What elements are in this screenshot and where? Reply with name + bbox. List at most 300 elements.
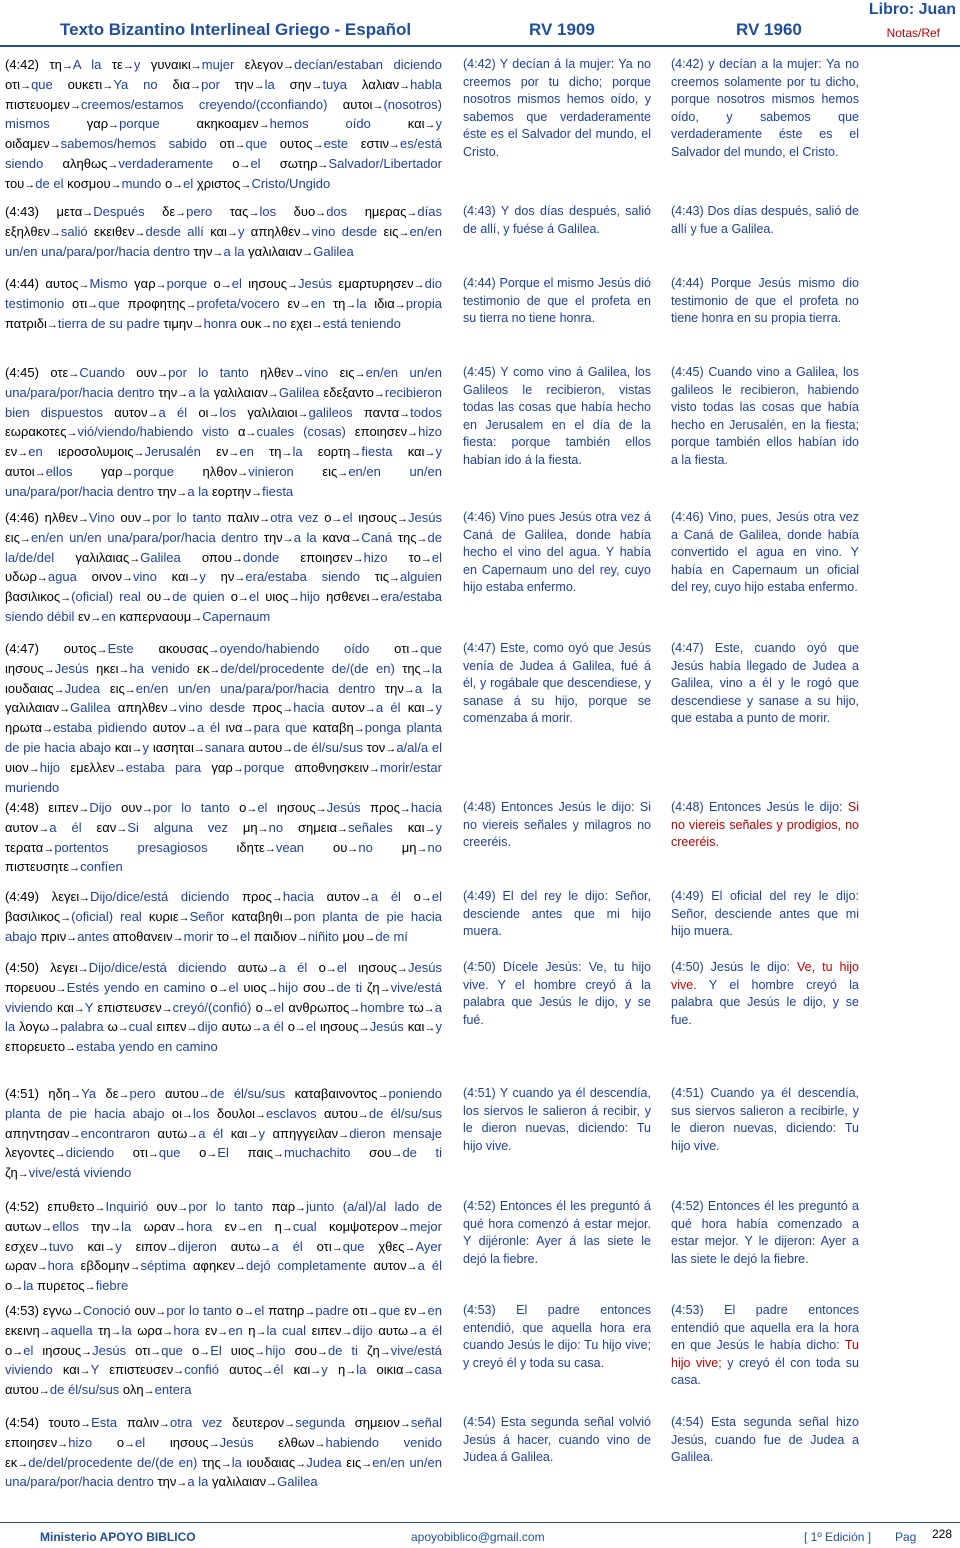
spanish-gloss: es/está siendo <box>5 136 442 171</box>
word-pair <box>241 316 287 331</box>
header-divider <box>0 45 960 47</box>
spanish-gloss: fiebre <box>95 1278 129 1294</box>
spanish-gloss: señal <box>410 1415 442 1430</box>
spanish-gloss: la <box>23 1278 34 1294</box>
spanish-gloss: honra <box>203 315 237 331</box>
word-pair <box>5 1435 92 1450</box>
interlinear-text <box>5 1198 442 1297</box>
translation-rv1960 <box>671 959 859 1029</box>
word-pair <box>327 889 401 904</box>
greek-word: υιος <box>243 979 267 995</box>
greek-word: εαν <box>96 819 117 835</box>
arrow-right-icon: → <box>315 207 327 219</box>
greek-word: ηλθεν <box>44 510 78 525</box>
translation-rv1909 <box>463 509 651 597</box>
spanish-gloss: vive/está viviendo <box>5 1342 442 1378</box>
word-pair <box>194 244 245 259</box>
word-pair <box>231 1126 265 1141</box>
spanish-gloss: Jerusalén <box>144 444 201 460</box>
greek-word: και <box>407 819 425 835</box>
greek-word: ημερας <box>364 204 407 219</box>
spanish-gloss: señales <box>347 819 393 835</box>
word-pair <box>212 1474 318 1489</box>
word-pair <box>202 1455 242 1470</box>
arrow-right-icon: → <box>90 611 102 624</box>
spanish-gloss: profeta/vocero <box>196 295 280 311</box>
word-pair <box>5 700 111 715</box>
spanish-gloss: decían/estaban diciendo <box>294 57 442 72</box>
spanish-gloss: a la <box>187 1474 209 1490</box>
word-pair <box>40 929 109 944</box>
arrow-right-icon: → <box>281 447 293 460</box>
spanish-gloss: morir <box>183 928 214 944</box>
word-pair <box>172 77 219 92</box>
footer-page-label: Pag <box>895 1530 917 1544</box>
spanish-gloss: el <box>431 889 442 904</box>
spanish-gloss: el <box>431 549 442 565</box>
spanish-gloss: a él <box>198 1125 224 1141</box>
spanish-gloss: alguien <box>400 569 442 585</box>
spanish-gloss: este <box>323 136 349 152</box>
greek-word: σου <box>294 1342 317 1358</box>
greek-word: υιος <box>265 589 289 605</box>
word-pair <box>5 464 72 479</box>
word-pair <box>333 840 373 855</box>
greek-word: το <box>216 928 230 944</box>
arrow-right-icon: → <box>234 572 246 585</box>
word-pair <box>5 720 147 735</box>
greek-word: ου <box>333 839 348 855</box>
arrow-right-icon: → <box>234 1261 246 1274</box>
word-pair <box>214 385 320 400</box>
word-pair <box>192 1343 222 1358</box>
spanish-gloss: el <box>342 510 353 525</box>
arrow-right-icon: → <box>354 368 366 380</box>
verse-ref: (4:47) <box>5 641 39 656</box>
spanish-gloss: Si alguna vez <box>127 819 228 835</box>
spanish-gloss: ellos <box>45 463 73 479</box>
arrow-right-icon: → <box>259 513 271 525</box>
greek-word: οι <box>198 404 209 420</box>
arrow-right-icon: → <box>199 1345 211 1358</box>
word-pair <box>96 661 190 676</box>
word-pair <box>242 889 314 904</box>
translation-segment: (4:54) Esta segunda señal volvió Jesús á hacer, cuando vino de Judea á Galilea. <box>463 1415 651 1465</box>
spanish-gloss: vinieron <box>248 463 294 479</box>
spanish-gloss: El <box>217 1145 229 1161</box>
arrow-right-icon: → <box>273 1148 284 1161</box>
greek-word: τη <box>332 295 346 311</box>
arrow-right-icon: → <box>336 822 348 835</box>
spanish-gloss: mejor <box>409 1218 442 1234</box>
spanish-gloss: cual <box>292 1218 317 1234</box>
greek-word: εις <box>5 529 20 545</box>
arrow-right-icon: → <box>147 1148 159 1161</box>
greek-word: παντα <box>363 404 400 420</box>
word-pair <box>52 889 230 904</box>
word-pair <box>319 960 347 975</box>
spanish-gloss: por lo tanto <box>188 1199 264 1214</box>
greek-word: σημειον <box>354 1415 400 1430</box>
greek-word: πατριδι <box>5 315 47 331</box>
greek-word: ακηκοαμεν <box>196 116 259 132</box>
greek-word: οτε <box>50 365 69 380</box>
spanish-gloss: vino <box>304 365 329 380</box>
translation-segment: (4:51) Y cuando ya él descendía, los siervos le salieron á recibir, y le dieron nuevas, diciendo: Tu hijo vive. <box>463 1086 651 1153</box>
spanish-gloss: a la <box>5 999 442 1035</box>
word-pair <box>287 296 325 311</box>
arrow-right-icon: → <box>118 1089 130 1101</box>
arrow-right-icon: → <box>364 703 376 716</box>
arrow-right-icon: → <box>424 447 436 460</box>
word-pair <box>5 1455 197 1470</box>
spanish-gloss: hora <box>186 1218 213 1234</box>
word-pair <box>232 1415 345 1430</box>
word-pair <box>62 156 213 171</box>
arrow-right-icon: → <box>331 1241 343 1254</box>
word-pair <box>5 1145 114 1160</box>
translation-segment: (4:42) y decían a la mujer: Ya no creemos solamente por tu dicho, porque nosotros mismos hemos oído, y sabemos que verdaderamente éste es el Salvador del mundo, el Cristo. <box>671 57 859 159</box>
arrow-right-icon: → <box>297 407 309 420</box>
spanish-gloss: donde <box>243 549 280 565</box>
arrow-right-icon: → <box>407 427 419 440</box>
greek-word: ιασηται <box>152 739 194 755</box>
word-pair <box>408 820 442 835</box>
arrow-right-icon: → <box>295 1457 307 1470</box>
arrow-right-icon: → <box>116 822 128 835</box>
greek-word: ουν <box>120 510 142 525</box>
arrow-right-icon: → <box>245 427 257 440</box>
arrow-right-icon: → <box>55 982 67 995</box>
interlinear-text <box>5 640 442 796</box>
arrow-right-icon: → <box>310 1365 322 1378</box>
greek-word: ειπεν <box>156 1019 187 1035</box>
greek-word: εορτην <box>211 483 252 499</box>
spanish-gloss: Mismo <box>89 276 128 291</box>
arrow-right-icon: → <box>372 99 384 112</box>
arrow-right-icon: → <box>350 532 362 545</box>
greek-word: βασιλικος <box>5 908 61 924</box>
spanish-gloss: Galilea <box>313 243 354 259</box>
arrow-right-icon: → <box>73 1002 85 1015</box>
arrow-right-icon: → <box>287 279 299 291</box>
greek-word: ουν <box>134 1303 156 1318</box>
spanish-gloss: a/al/a el <box>396 739 443 755</box>
greek-word: και <box>407 116 425 132</box>
spanish-gloss: hijo <box>299 589 320 605</box>
greek-word: την <box>157 483 177 499</box>
spanish-gloss: Jesús <box>54 660 89 676</box>
word-pair <box>355 1415 442 1430</box>
arrow-right-icon: → <box>104 1241 116 1254</box>
greek-word: τη <box>49 57 62 72</box>
word-pair <box>45 276 127 291</box>
greek-word: καταβαινοντος <box>294 1086 378 1101</box>
greek-word: εσχεν <box>5 1238 38 1254</box>
greek-word: προφητης <box>127 295 186 311</box>
arrow-right-icon: → <box>352 552 364 565</box>
translation-rv1960 <box>671 203 859 238</box>
spanish-gloss: hora <box>173 1322 200 1338</box>
word-pair <box>98 1000 252 1015</box>
greek-word: χριστος <box>196 175 241 191</box>
translation-rv1960 <box>671 509 859 597</box>
arrow-right-icon: → <box>41 1221 53 1234</box>
arrow-right-icon: → <box>36 572 48 585</box>
arrow-right-icon: → <box>288 592 300 605</box>
greek-word: δευτερον <box>231 1415 285 1430</box>
word-pair <box>408 700 442 715</box>
arrow-right-icon: → <box>118 663 130 676</box>
spanish-gloss: el <box>23 1342 34 1358</box>
spanish-gloss: el <box>336 960 347 975</box>
spanish-gloss: portentos presagiosos <box>54 839 208 855</box>
arrow-right-icon: → <box>282 703 294 716</box>
greek-word: υιον <box>5 759 29 775</box>
greek-word: ο <box>5 1278 13 1294</box>
arrow-right-icon: → <box>84 1281 96 1294</box>
arrow-right-icon: → <box>364 931 376 944</box>
translation-segment: (4:53) El padre entonces entendió, que aquella hora era cuando Jesús le dijo: Tu hijo vive; y creyó él y toda su casa. <box>463 1303 651 1370</box>
spanish-gloss: y <box>321 1362 328 1378</box>
arrow-right-icon: → <box>19 532 31 545</box>
word-pair <box>254 929 339 944</box>
spanish-gloss: de el <box>35 175 64 191</box>
greek-word: πορευου <box>5 979 56 995</box>
greek-word: μη <box>242 819 258 835</box>
word-pair <box>123 1382 192 1397</box>
arrow-right-icon: → <box>176 1477 188 1490</box>
arrow-right-icon: → <box>96 644 108 656</box>
spanish-gloss: el <box>240 928 251 944</box>
word-pair <box>5 1258 74 1273</box>
spanish-gloss: hizo <box>418 424 442 440</box>
greek-word: εις <box>109 680 125 696</box>
word-pair <box>256 1000 284 1015</box>
translation-rv1909 <box>463 799 651 852</box>
word-pair <box>165 176 193 191</box>
arrow-right-icon: → <box>157 368 169 380</box>
greek-word: ο <box>230 589 238 605</box>
greek-word: αυτον <box>114 404 148 420</box>
greek-word: λαλιαν <box>361 76 400 92</box>
word-pair <box>5 859 123 874</box>
spanish-gloss: porque <box>166 276 208 291</box>
spanish-gloss: Cristo/Ungido <box>251 175 331 191</box>
word-pair <box>364 405 442 420</box>
arrow-right-icon: → <box>359 892 371 904</box>
word-pair <box>147 589 225 604</box>
greek-word: την <box>263 529 283 545</box>
arrow-right-icon: → <box>217 982 229 995</box>
word-pair <box>409 550 442 565</box>
arrow-right-icon: → <box>124 1437 136 1450</box>
spanish-gloss: mujer <box>201 57 235 72</box>
translation-segment: (4:45) Cuando vino a Galilea, los galileos le recibieron, habiendo visto todas las cosas que había hecho en Jerusalén, en la fiesta; porque también ellos habían ido a la fiesta. <box>671 365 859 467</box>
greek-word: ηδη <box>48 1086 71 1101</box>
greek-word: την <box>385 680 404 696</box>
arrow-right-icon: → <box>65 1042 77 1055</box>
spanish-gloss: a él <box>271 1238 303 1254</box>
word-pair <box>105 1086 155 1101</box>
word-pair <box>202 550 279 565</box>
arrow-right-icon: → <box>80 1418 92 1430</box>
spanish-gloss: que <box>378 1303 401 1318</box>
spanish-gloss: el <box>250 155 261 171</box>
greek-word: το <box>408 549 421 565</box>
arrow-right-icon: → <box>242 723 254 736</box>
translation-segment: (4:50) Jesús le dijo: <box>671 960 798 974</box>
column-heading-rv1909: RV 1909 <box>529 20 595 39</box>
greek-word: ειπεν <box>48 800 79 815</box>
greek-word: εκειθεν <box>93 223 135 239</box>
spanish-gloss: Dijo/dice/está diciendo <box>90 889 230 904</box>
greek-word: ο <box>413 889 421 904</box>
greek-word: πριν <box>40 928 67 944</box>
word-pair <box>121 800 230 815</box>
word-pair <box>227 510 319 525</box>
greek-word: χθες <box>378 1238 405 1254</box>
word-pair <box>72 296 120 311</box>
arrow-right-icon: → <box>38 822 50 835</box>
spanish-gloss: de él/su/sus <box>49 1382 120 1398</box>
translation-segment: (4:46) Vino, pues, Jesús otra vez a Caná de Galilea, donde había convertido el agua en vino. Y había en Capernaum un oficial del rey, cuyo hijo estaba enfermo. <box>671 510 859 595</box>
spanish-gloss: Vino <box>88 510 115 525</box>
word-pair <box>375 569 442 584</box>
word-pair <box>358 960 442 975</box>
greek-word: εν <box>5 444 18 460</box>
greek-word: τουτο <box>48 1415 81 1430</box>
greek-word: αληθως <box>62 155 108 171</box>
word-pair <box>243 820 283 835</box>
word-pair <box>170 1435 254 1450</box>
interlinear-text <box>5 799 442 878</box>
translation-rv1960 <box>671 1198 859 1268</box>
arrow-right-icon: → <box>39 1325 51 1338</box>
arrow-right-icon: → <box>57 1437 69 1450</box>
arrow-right-icon: → <box>34 466 46 479</box>
greek-word: ιεροσολυμοις <box>57 444 134 460</box>
arrow-right-icon: → <box>71 1306 83 1318</box>
spanish-gloss: Cuando <box>79 365 125 380</box>
arrow-right-icon: → <box>404 1241 416 1254</box>
greek-word: ζη <box>366 979 380 995</box>
greek-word: οτι <box>219 136 235 152</box>
arrow-right-icon: → <box>416 842 428 855</box>
spanish-gloss: de ti <box>336 979 363 995</box>
word-pair <box>248 1323 306 1338</box>
arrow-right-icon: → <box>267 963 279 975</box>
translation-segment: (4:53) El padre entonces entendió que aquella era la hora en que Jesús le había dicho: <box>671 1303 859 1353</box>
greek-word: τις <box>374 569 390 585</box>
footer-email[interactable]: apoyobiblico@gmail.com <box>411 1530 545 1544</box>
greek-word: εκ <box>197 660 210 676</box>
spanish-gloss: no <box>427 839 442 855</box>
greek-word: απηντησαν <box>5 1125 70 1141</box>
arrow-right-icon: → <box>20 79 32 92</box>
arrow-right-icon: → <box>403 1365 415 1378</box>
greek-word: αυτον <box>373 1258 407 1274</box>
greek-word: ουτος <box>63 641 97 656</box>
arrow-right-icon: → <box>424 822 436 835</box>
greek-word: ω <box>107 1019 118 1035</box>
spanish-gloss: por lo tanto <box>168 365 249 380</box>
word-pair <box>353 1303 401 1318</box>
translation-segment: (4:44) Porque el mismo Jesús dió testimonio de que el profeta en su tierra no tiene honra. <box>463 276 651 326</box>
arrow-right-icon: → <box>398 1221 410 1234</box>
arrow-right-icon: → <box>391 1148 403 1161</box>
arrow-right-icon: → <box>110 1221 122 1234</box>
verse-ref: (4:51) <box>5 1086 39 1101</box>
greek-word: καταβηθι <box>231 908 283 924</box>
arrow-right-icon: → <box>315 803 327 815</box>
word-pair <box>248 276 332 291</box>
translation-segment: (4:52) Entonces él les preguntó a qué hora había comenzado a estar mejor. Y le dijeron: Ayer a las siete le dejó la fiebre. <box>671 1199 859 1266</box>
word-pair <box>394 641 442 656</box>
arrow-right-icon: → <box>177 387 189 400</box>
greek-word: απηλθεν <box>117 700 168 716</box>
spanish-gloss: estaba para <box>125 759 202 775</box>
arrow-right-icon: → <box>253 79 265 92</box>
word-pair <box>48 1086 96 1101</box>
translation-segment: (4:43) Dos días después, salió de allí y fue a Galilea. <box>671 204 859 236</box>
arrow-right-icon: → <box>367 1306 379 1318</box>
word-pair <box>365 204 442 219</box>
translation-segment: (4:43) Y dos días después, salió de allí, y fuése á Galilea. <box>463 204 651 236</box>
arrow-right-icon: → <box>172 178 184 191</box>
word-pair <box>408 1019 442 1034</box>
greek-word: ουτος <box>279 136 313 152</box>
greek-word: ολη <box>122 1382 144 1398</box>
word-pair <box>217 929 250 944</box>
arrow-right-icon: → <box>416 532 428 545</box>
spanish-gloss: los <box>219 404 237 420</box>
spanish-gloss: hacia <box>293 700 325 716</box>
spanish-gloss: y <box>258 1125 265 1141</box>
arrow-right-icon: → <box>69 862 81 875</box>
greek-word: καταβη <box>312 720 354 736</box>
spanish-gloss: ellos <box>52 1218 79 1234</box>
spanish-gloss: de/del/procedente de/(de en) <box>28 1454 198 1470</box>
greek-word: ελθων <box>278 1434 315 1450</box>
greek-word: τε <box>111 57 123 72</box>
word-pair <box>236 1303 264 1318</box>
arrow-right-icon: → <box>271 892 283 904</box>
word-pair <box>358 510 442 525</box>
arrow-right-icon: → <box>155 279 167 291</box>
spanish-gloss: y <box>435 116 442 132</box>
arrow-right-icon: → <box>161 592 173 605</box>
greek-word: ηλθον <box>202 463 238 479</box>
word-pair <box>5 589 141 604</box>
greek-word: αυτου <box>323 1105 358 1121</box>
word-pair <box>5 1278 33 1293</box>
word-pair <box>268 1303 348 1318</box>
arrow-right-icon: → <box>331 513 343 525</box>
arrow-right-icon: → <box>403 683 415 696</box>
translation-segment: (4:52) Entonces él les preguntó á qué hora comenzó á estar mejor. Y dijéronle: Ayer á las siete le dejó la fiebre. <box>463 1199 651 1266</box>
greek-word: αυτον <box>5 819 39 835</box>
word-pair <box>402 661 442 676</box>
verse-ref: (4:49) <box>5 889 39 904</box>
translation-rv1909 <box>463 275 651 328</box>
translation-segment: (4:51) Cuando ya él descendía, sus siervos salieron a recibirle, y le dieron nuevas, diciendo: Tu hijo vive. <box>671 1086 859 1153</box>
greek-word: επορευετο <box>5 1039 66 1055</box>
arrow-right-icon: → <box>124 683 136 696</box>
word-pair <box>158 1126 224 1141</box>
spanish-gloss: en <box>28 444 43 460</box>
spanish-gloss: en/en un/en una/para/por/hacia dentro <box>5 1454 442 1490</box>
